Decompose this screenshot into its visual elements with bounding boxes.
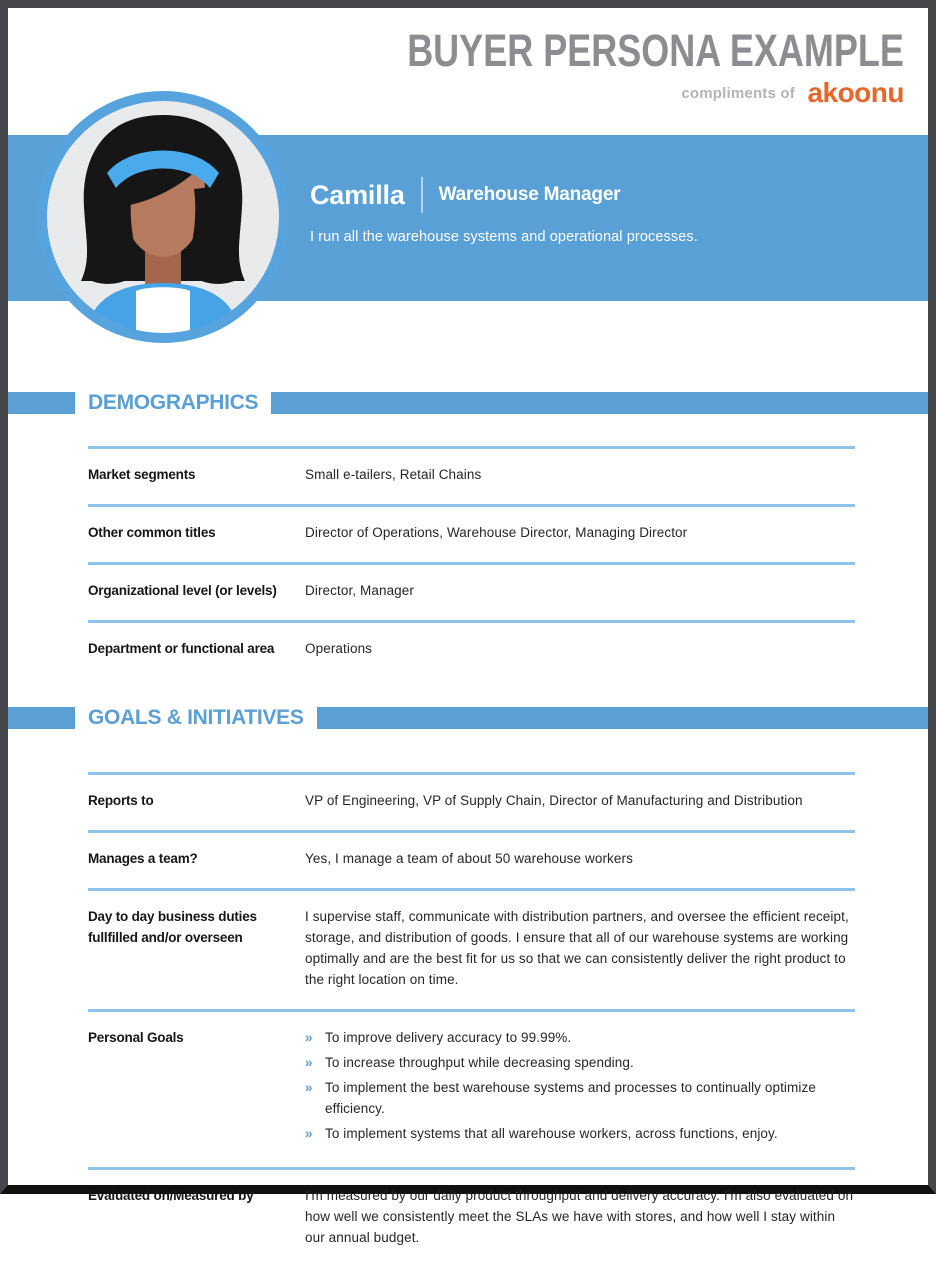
row-label: Organizational level (or levels) xyxy=(88,583,277,598)
bullet-item xyxy=(305,1123,855,1144)
section-goals-initiatives xyxy=(8,707,928,1267)
bullet-list xyxy=(305,1027,855,1144)
akoonu-logo: akoonu xyxy=(807,77,904,108)
row-value xyxy=(305,1027,855,1148)
name-divider xyxy=(421,177,423,213)
bullet-marker-icon: » xyxy=(305,1126,313,1141)
persona-quote: I run all the warehouse systems and operational processes. xyxy=(310,229,698,245)
bullet-item xyxy=(305,1052,855,1073)
section-title: GOALS & INITIATIVES xyxy=(88,706,304,729)
section-header-bar-left xyxy=(8,392,75,414)
section-header xyxy=(8,707,928,729)
avatar xyxy=(35,89,291,345)
row-label: Reports to xyxy=(88,793,154,808)
row-value: Small e-tailers, Retail Chains xyxy=(305,467,482,482)
bullet-text: To increase throughput while decreasing spending. xyxy=(325,1055,634,1070)
row-value: Yes, I manage a team of about 50 warehouse workers xyxy=(305,851,633,866)
table-row xyxy=(88,504,855,562)
row-value: Director, Manager xyxy=(305,583,414,598)
persona-name: Camilla xyxy=(310,179,405,210)
row-label: Evaluated on/Measured by xyxy=(88,1188,254,1203)
section-header xyxy=(8,392,928,414)
table-row xyxy=(88,888,855,1009)
row-label: Market segments xyxy=(88,467,196,482)
row-label: Manages a team? xyxy=(88,851,198,866)
name-row xyxy=(310,177,698,213)
section-header-bar-right xyxy=(317,707,928,729)
page-title: BUYER PERSONA EXAMPLE xyxy=(407,25,904,76)
table-row xyxy=(88,1009,855,1167)
section-title: DEMOGRAPHICS xyxy=(88,391,259,414)
section-table xyxy=(88,772,855,1267)
row-value: Director of Operations, Warehouse Director, Managing Director xyxy=(305,525,688,540)
section-header-bar-right xyxy=(271,392,928,414)
compliments-text: compliments of xyxy=(681,85,795,102)
section-table xyxy=(88,446,855,678)
bullet-marker-icon: » xyxy=(305,1055,313,1070)
bullet-item xyxy=(305,1077,855,1119)
bullet-marker-icon: » xyxy=(305,1030,313,1045)
bullet-text: To implement systems that all warehouse workers, across functions, enjoy. xyxy=(325,1126,778,1141)
row-label: Personal Goals xyxy=(88,1030,184,1045)
table-row xyxy=(88,562,855,620)
row-value: VP of Engineering, VP of Supply Chain, Director of Manufacturing and Distribution xyxy=(305,793,803,808)
bullet-item xyxy=(305,1027,855,1048)
banner-text xyxy=(310,177,698,245)
persona-banner xyxy=(8,135,928,301)
table-row xyxy=(88,772,855,830)
section-header-bar-left xyxy=(8,707,75,729)
row-label: Other common titles xyxy=(88,525,216,540)
bullet-text: To implement the best warehouse systems and processes to continually optimize efficiency. xyxy=(325,1080,816,1116)
table-row xyxy=(88,620,855,678)
bullet-text: To improve delivery accuracy to 99.99%. xyxy=(325,1030,572,1045)
row-value: I supervise staff, communicate with distribution partners, and oversee the efficient receipt, storage, and distribution of goods. I ensure that all of our warehouse systems are working optimally and are the best fit for us so that we can consistently deliver the right product to the right location on time. xyxy=(305,909,849,987)
row-value: I'm measured by our daily product throughput and delivery accuracy. I'm also evaluated on how well we consistently meet the SLAs we have with stores, and how well I stay within our annual budget. xyxy=(305,1188,854,1245)
table-row xyxy=(88,830,855,888)
persona-role: Warehouse Manager xyxy=(438,184,621,205)
section-demographics xyxy=(8,392,928,678)
table-row xyxy=(88,1167,855,1267)
woman-avatar-icon xyxy=(35,89,291,345)
table-row xyxy=(88,446,855,504)
row-label: Department or functional area xyxy=(88,641,275,656)
row-label: Day to day business duties fullfilled and/or overseen xyxy=(88,909,257,945)
bullet-marker-icon: » xyxy=(305,1080,313,1095)
row-value: Operations xyxy=(305,641,373,656)
